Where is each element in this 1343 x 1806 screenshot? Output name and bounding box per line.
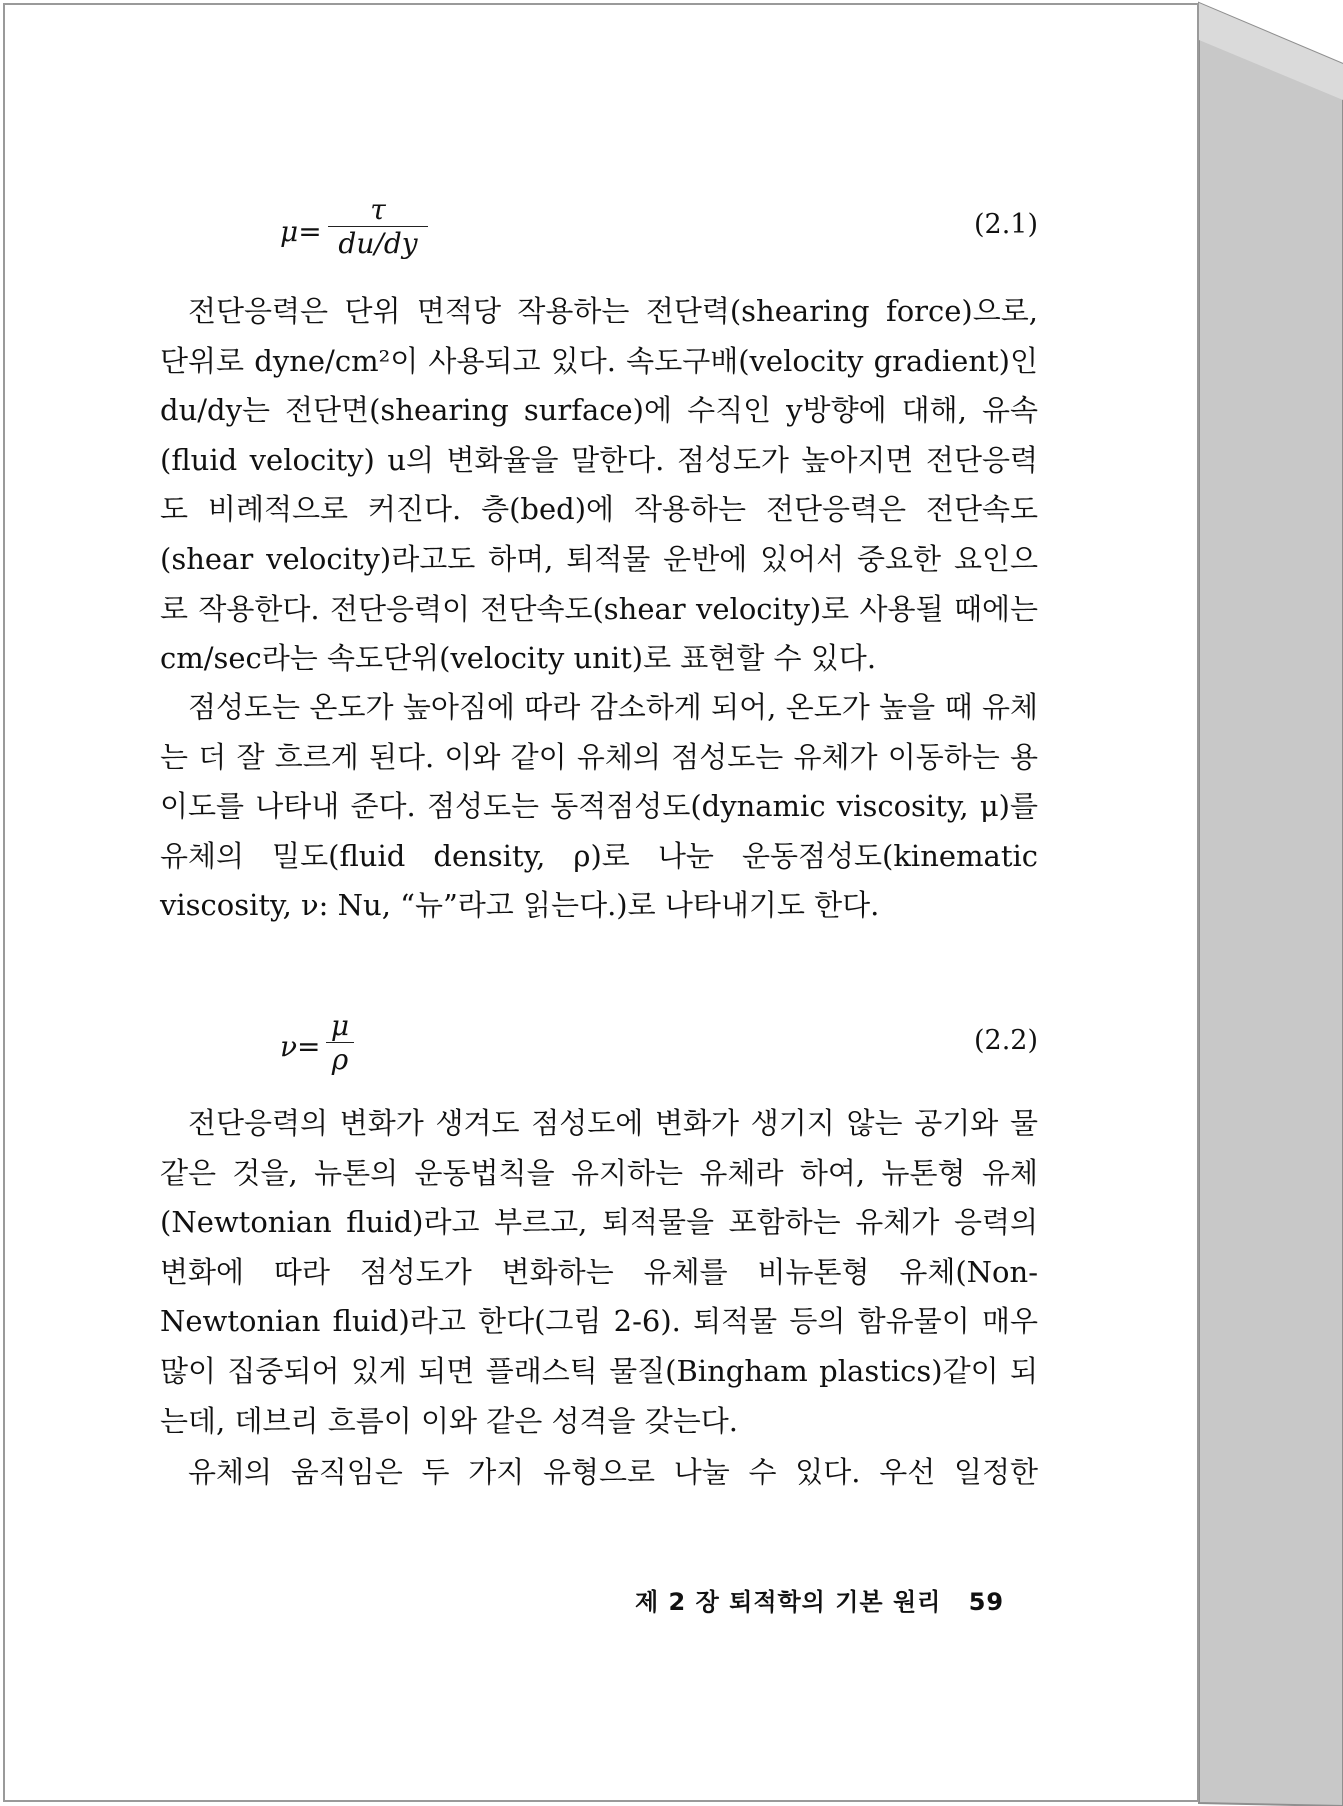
equation-2-1 [160, 192, 1038, 272]
equation-numerator: τ [370, 193, 386, 226]
equation-fraction [328, 194, 428, 261]
equation-denominator: du/dy [338, 227, 418, 260]
paragraph-3-block [160, 1099, 1038, 1446]
paragraph-2: 점성도는 온도가 높아짐에 따라 감소하게 되어, 온도가 높을 때 유체는 더 잘 흐르게 된다. 이와 같이 유체의 점성도는 유체가 이동하는 용이도를 나타내 준다. 점성도는 동적점성도(dynamic viscosity, μ)를 유체의 밀도(fluid density, ρ)로 나눈 운동점성도(kinematic viscosity, ν: Nu, “뉴”라고 읽는다.)로 나타내기도 한다. [160, 690, 1038, 923]
equation-numerator: μ [330, 1009, 350, 1042]
page-number: 59 [968, 1588, 1005, 1616]
equation-denominator: ρ [331, 1043, 349, 1076]
paragraph-2-block [160, 683, 1038, 931]
footer [635, 1582, 1004, 1617]
equation-number: (2.1) [973, 209, 1038, 240]
paragraph-3: 전단응력의 변화가 생겨도 점성도에 변화가 생기지 않는 공기와 물 같은 것을, 뉴톤의 운동법칙을 유지하는 유체라 하여, 뉴톤형 유체(Newtonian fluid)라고 부르고, 퇴적물을 포함하는 유체가 응력의 변화에 따라 점성도가 변화하는 유체를 비뉴톤형 유체(Non-Newtonian fluid)라고 한다(그림 2-6). 퇴적물 등의 함유물이 매우 많이 집중되어 있게 되면 플래스틱 물질(Bingham plastics)같이 되는데, 데브리 흐름이 이와 같은 성격을 갖는다. [160, 1106, 1038, 1438]
paragraph-1-block [160, 287, 1038, 684]
paragraph-1: 전단응력은 단위 면적당 작용하는 전단력(shearing force)으로, 단위로 dyne/cm²이 사용되고 있다. 속도구배(velocity gradient)인 du/dy는 전단면(shearing surface)에 수직인 y방향에 대해, 유속(fluid velocity) u의 변화율을 말한다. 점성도가 높아지면 전단응력도 비례적으로 커진다. 층(bed)에 작용하는 전단응력은 전단속도(shear velocity)라고도 하며, 퇴적물 운반에 있어서 중요한 요인으로 작용한다. 전단응력이 전단속도(shear velocity)로 사용될 때에는 cm/sec라는 속도단위(velocity unit)로 표현할 수 있다. [160, 294, 1038, 676]
paragraph-4-block [160, 1448, 1038, 1498]
equation-2-2 [160, 1006, 1038, 1086]
paragraph-4: 유체의 움직임은 두 가지 유형으로 나눌 수 있다. 우선 일정한 [188, 1455, 1038, 1489]
equation-lhs: μ= [280, 215, 322, 248]
running-title: 제 2 장 퇴적학의 기본 원리 [635, 1588, 942, 1616]
equation-number: (2.2) [973, 1025, 1038, 1056]
equation-lhs: ν= [280, 1030, 321, 1063]
equation-fraction [326, 1010, 354, 1077]
